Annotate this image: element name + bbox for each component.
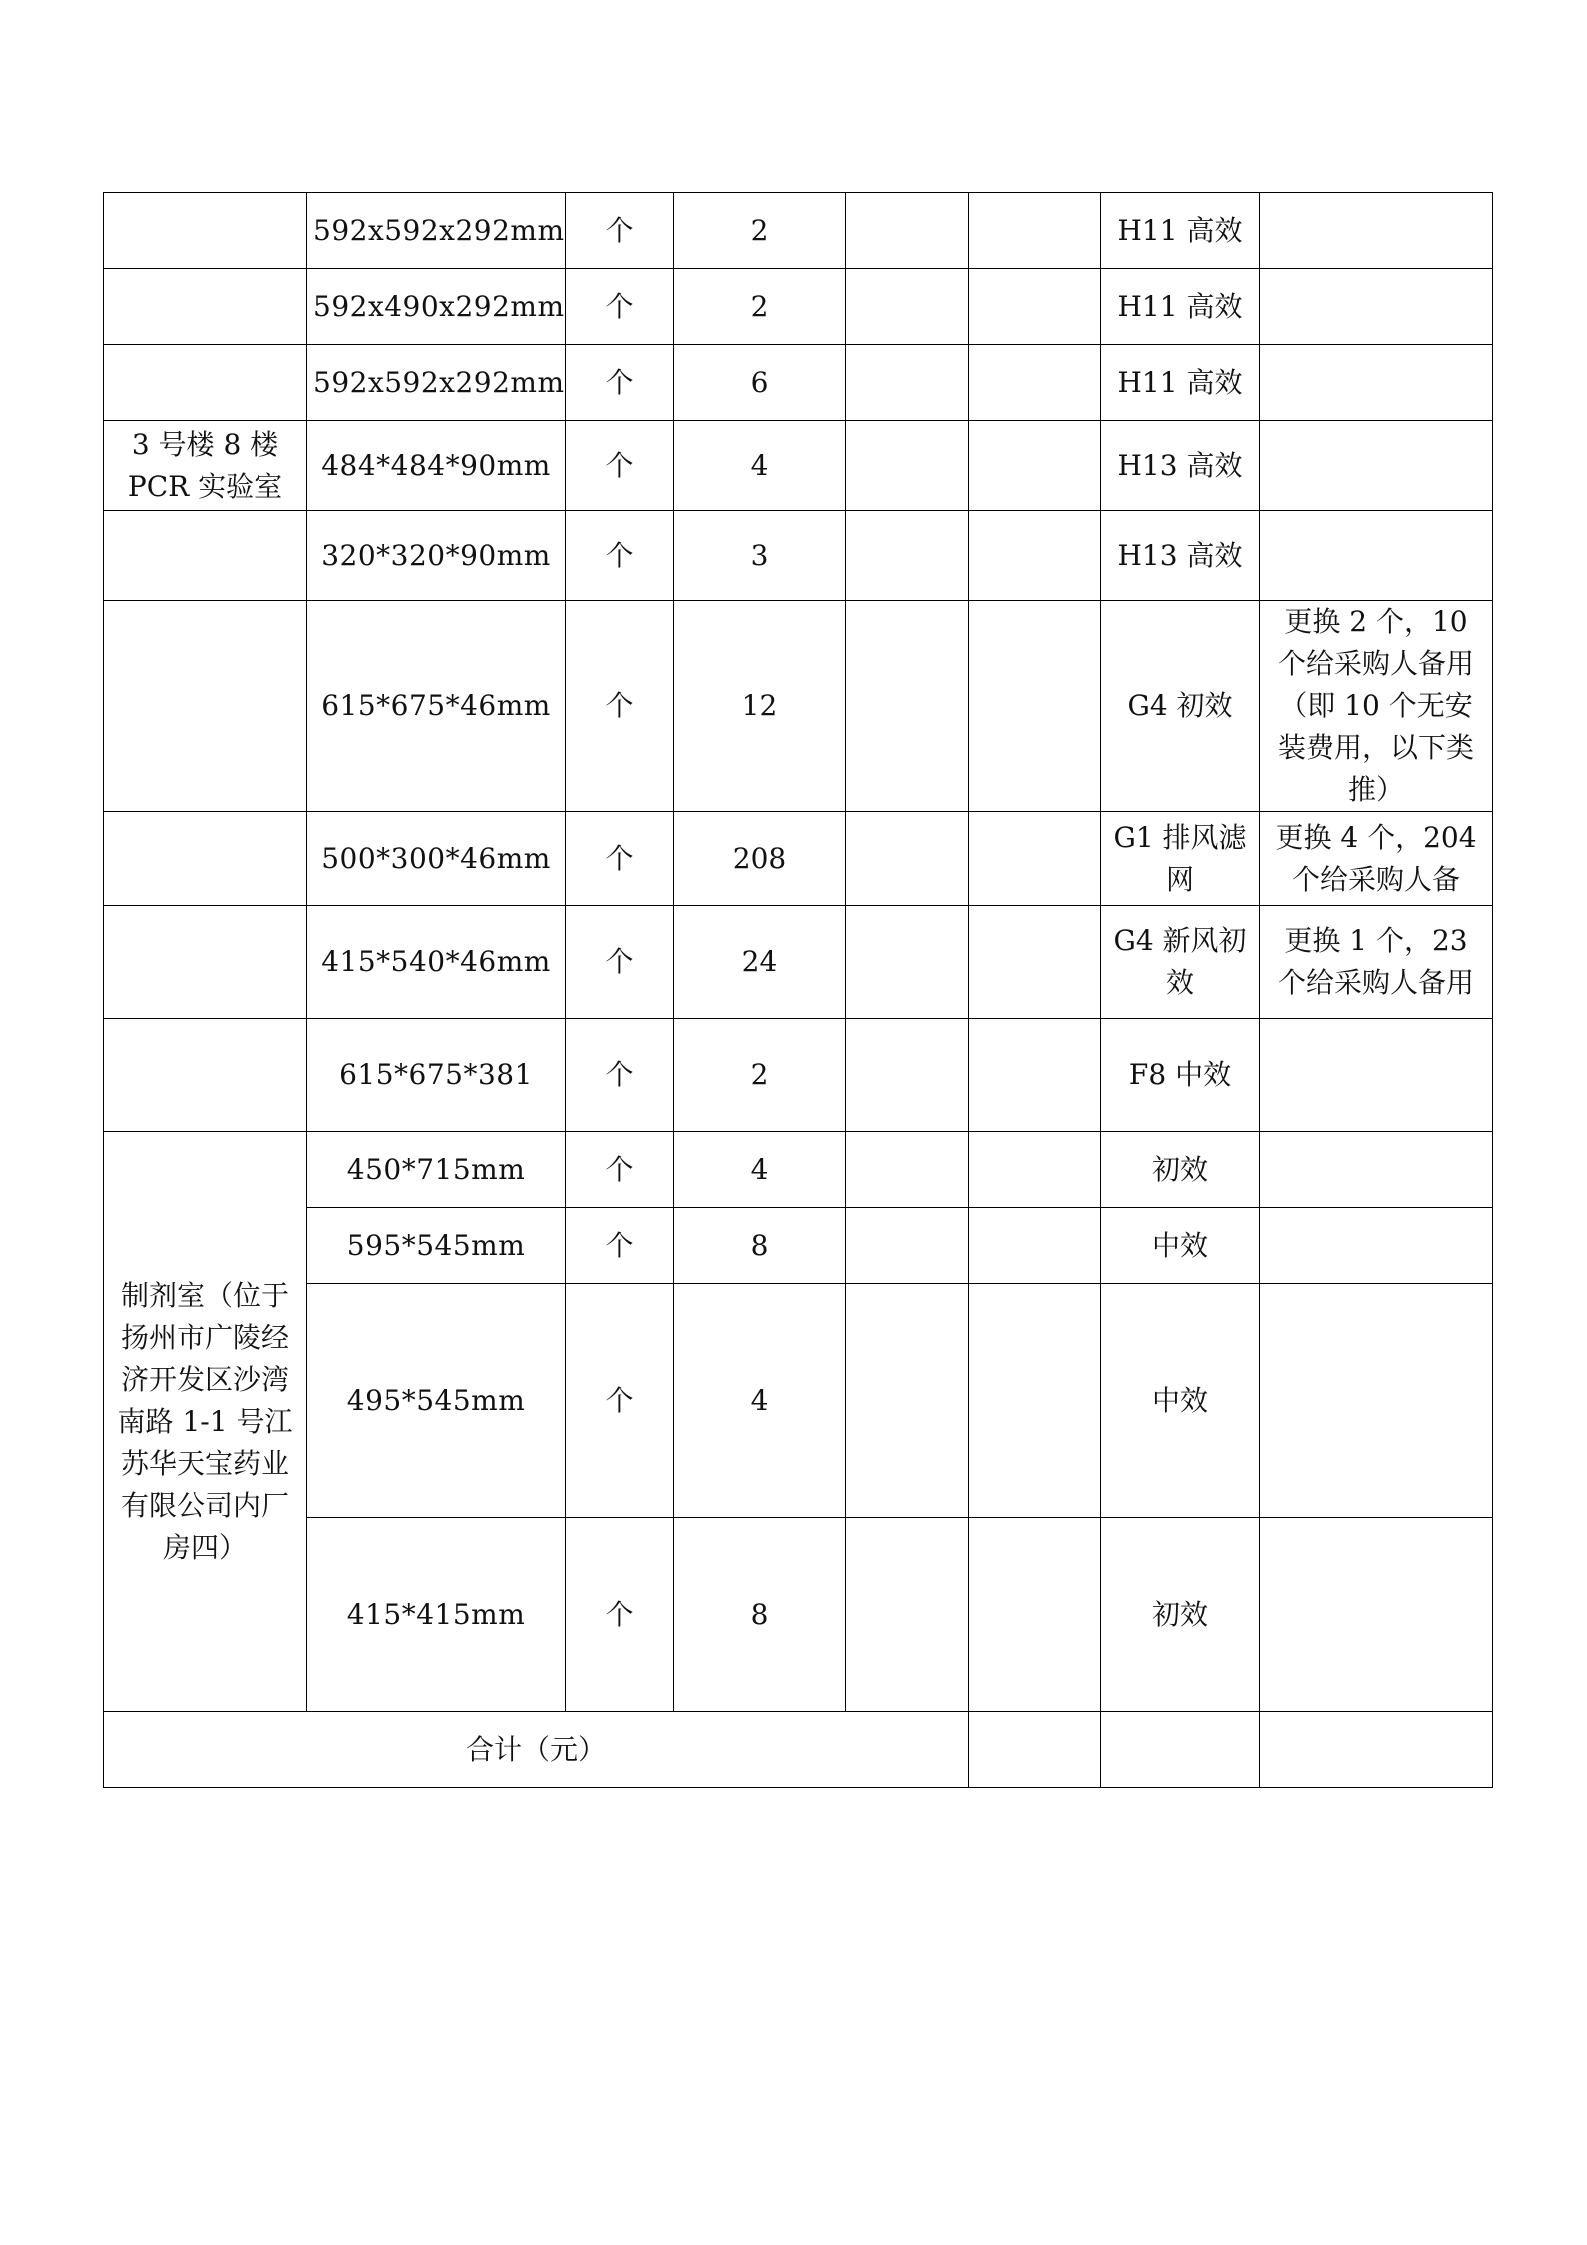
spec-cell: 415*540*46mm — [307, 906, 566, 1019]
note-cell — [1260, 269, 1493, 345]
qty-cell: 12 — [674, 601, 846, 812]
note-cell — [1260, 1019, 1493, 1132]
unit-cell: 个 — [566, 1019, 674, 1132]
spec-cell: 495*545mm — [307, 1284, 566, 1518]
total-label: 合计（元） — [104, 1712, 969, 1788]
table-row — [104, 601, 1493, 812]
type-cell: H11 高效 — [1101, 345, 1260, 421]
note-cell — [1260, 1132, 1493, 1208]
location-cell: 制剂室（位于扬州市广陵经济开发区沙湾南路 1-1 号江苏华天宝药业有限公司内厂房四） — [104, 1132, 307, 1712]
qty-cell: 2 — [674, 193, 846, 269]
qty-cell: 6 — [674, 345, 846, 421]
unit-cell: 个 — [566, 906, 674, 1019]
qty-cell: 8 — [674, 1208, 846, 1284]
location-cell — [104, 906, 307, 1019]
total-row — [104, 1712, 1493, 1788]
unit-cell: 个 — [566, 812, 674, 906]
total-type-cell — [1101, 1712, 1260, 1788]
amount-cell — [969, 1284, 1101, 1518]
type-cell: H11 高效 — [1101, 269, 1260, 345]
table-row — [104, 345, 1493, 421]
total-note-cell — [1260, 1712, 1493, 1788]
spec-cell: 500*300*46mm — [307, 812, 566, 906]
table-row — [104, 906, 1493, 1019]
spec-cell: 595*545mm — [307, 1208, 566, 1284]
price-cell — [846, 906, 969, 1019]
price-cell — [846, 1132, 969, 1208]
type-cell: 中效 — [1101, 1284, 1260, 1518]
qty-cell: 4 — [674, 421, 846, 511]
type-cell: 中效 — [1101, 1208, 1260, 1284]
qty-cell: 24 — [674, 906, 846, 1019]
qty-cell: 2 — [674, 1019, 846, 1132]
location-cell — [104, 193, 307, 269]
amount-cell — [969, 1132, 1101, 1208]
table-row — [104, 1518, 1493, 1712]
amount-cell — [969, 511, 1101, 601]
type-cell: H13 高效 — [1101, 421, 1260, 511]
unit-cell: 个 — [566, 193, 674, 269]
note-cell: 更换 1 个，23 个给采购人备用 — [1260, 906, 1493, 1019]
amount-cell — [969, 1208, 1101, 1284]
type-cell: 初效 — [1101, 1132, 1260, 1208]
unit-cell: 个 — [566, 269, 674, 345]
amount-cell — [969, 421, 1101, 511]
type-cell: F8 中效 — [1101, 1019, 1260, 1132]
spec-cell: 320*320*90mm — [307, 511, 566, 601]
table-row — [104, 1132, 1493, 1208]
amount-cell — [969, 906, 1101, 1019]
spec-cell: 484*484*90mm — [307, 421, 566, 511]
amount-cell — [969, 812, 1101, 906]
location-cell — [104, 269, 307, 345]
price-cell — [846, 345, 969, 421]
price-cell — [846, 601, 969, 812]
table-row — [104, 511, 1493, 601]
table-row — [104, 421, 1493, 511]
amount-cell — [969, 1518, 1101, 1712]
note-cell: 更换 4 个，204 个给采购人备 — [1260, 812, 1493, 906]
unit-cell: 个 — [566, 601, 674, 812]
type-cell: G4 新风初效 — [1101, 906, 1260, 1019]
unit-cell: 个 — [566, 1284, 674, 1518]
amount-cell — [969, 269, 1101, 345]
spec-cell: 592x592x292mm — [307, 345, 566, 421]
price-cell — [846, 269, 969, 345]
unit-cell: 个 — [566, 1132, 674, 1208]
note-cell — [1260, 1518, 1493, 1712]
table-row — [104, 1284, 1493, 1518]
amount-cell — [969, 345, 1101, 421]
qty-cell: 4 — [674, 1284, 846, 1518]
unit-cell: 个 — [566, 1518, 674, 1712]
unit-cell: 个 — [566, 421, 674, 511]
unit-cell: 个 — [566, 345, 674, 421]
note-cell — [1260, 345, 1493, 421]
price-cell — [846, 812, 969, 906]
note-cell — [1260, 193, 1493, 269]
price-cell — [846, 511, 969, 601]
location-cell — [104, 345, 307, 421]
note-cell — [1260, 421, 1493, 511]
price-cell — [846, 1208, 969, 1284]
spec-cell: 415*415mm — [307, 1518, 566, 1712]
type-cell: G4 初效 — [1101, 601, 1260, 812]
spec-cell: 615*675*381 — [307, 1019, 566, 1132]
table-row — [104, 269, 1493, 345]
note-cell — [1260, 1208, 1493, 1284]
spec-cell: 615*675*46mm — [307, 601, 566, 812]
type-cell: G1 排风滤网 — [1101, 812, 1260, 906]
spec-cell: 592x592x292mm — [307, 193, 566, 269]
amount-cell — [969, 193, 1101, 269]
table-row — [104, 1208, 1493, 1284]
table-row — [104, 812, 1493, 906]
price-cell — [846, 193, 969, 269]
qty-cell: 3 — [674, 511, 846, 601]
table-row — [104, 193, 1493, 269]
note-cell — [1260, 1284, 1493, 1518]
type-cell: 初效 — [1101, 1518, 1260, 1712]
location-cell — [104, 511, 307, 601]
qty-cell: 2 — [674, 269, 846, 345]
unit-cell: 个 — [566, 511, 674, 601]
amount-cell — [969, 1019, 1101, 1132]
location-cell — [104, 601, 307, 812]
type-cell: H13 高效 — [1101, 511, 1260, 601]
qty-cell: 8 — [674, 1518, 846, 1712]
qty-cell: 208 — [674, 812, 846, 906]
price-table — [103, 192, 1493, 1788]
price-cell — [846, 1019, 969, 1132]
type-cell: H11 高效 — [1101, 193, 1260, 269]
table-row — [104, 1019, 1493, 1132]
location-cell: 3 号楼 8 楼 PCR 实验室 — [104, 421, 307, 511]
location-cell — [104, 1019, 307, 1132]
unit-cell: 个 — [566, 1208, 674, 1284]
note-cell: 更换 2 个，10 个给采购人备用（即 10 个无安装费用，以下类推） — [1260, 601, 1493, 812]
note-cell — [1260, 511, 1493, 601]
price-cell — [846, 1518, 969, 1712]
price-cell — [846, 421, 969, 511]
spec-cell: 592x490x292mm — [307, 269, 566, 345]
total-amount-cell — [969, 1712, 1101, 1788]
spec-cell: 450*715mm — [307, 1132, 566, 1208]
qty-cell: 4 — [674, 1132, 846, 1208]
location-cell — [104, 812, 307, 906]
price-cell — [846, 1284, 969, 1518]
amount-cell — [969, 601, 1101, 812]
